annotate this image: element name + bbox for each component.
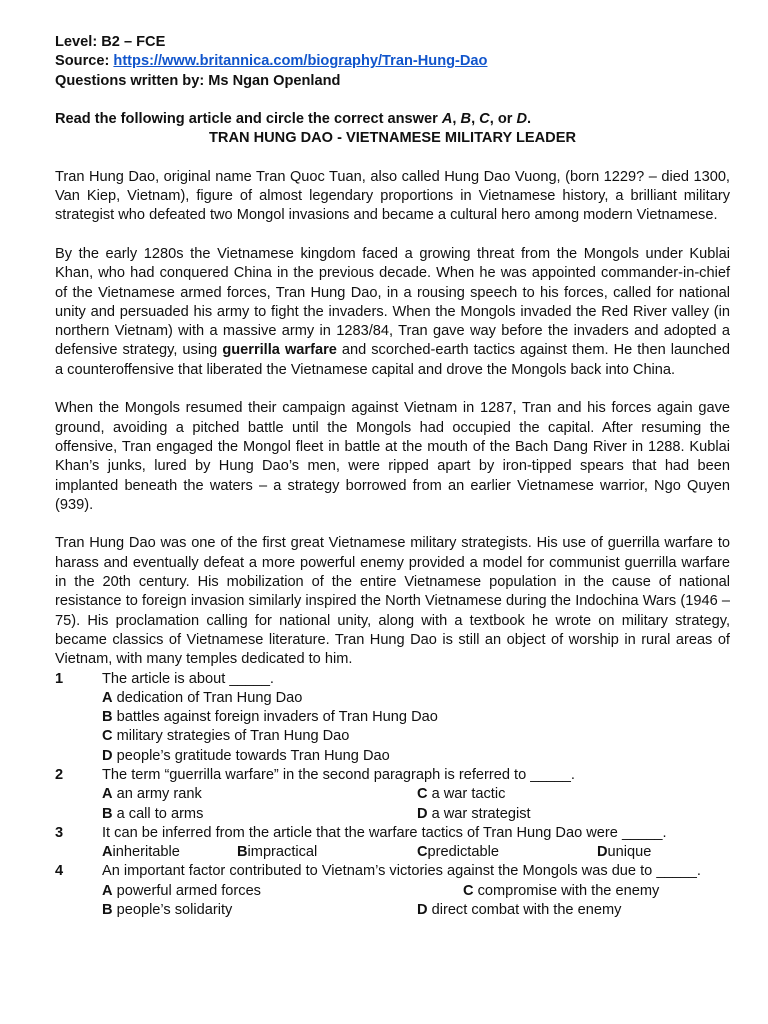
option-text: a war strategist xyxy=(427,805,531,822)
option-c[interactable] xyxy=(417,785,505,804)
instructions-sep: , xyxy=(471,110,480,127)
option-a[interactable] xyxy=(102,843,237,862)
level-value: B2 – FCE xyxy=(101,34,166,50)
option-text: people’s solidarity xyxy=(112,902,233,919)
option-letter: D xyxy=(417,902,428,919)
instructions-sep: , or xyxy=(489,110,517,127)
option-b[interactable] xyxy=(102,901,417,920)
option-letter: D xyxy=(102,747,113,764)
option-text: impractical xyxy=(247,844,318,861)
question-text: It can be inferred from the article that the warfare tactics of Tran Hung Dao were _____. xyxy=(102,824,667,841)
option-a[interactable] xyxy=(102,882,463,901)
option-text: dedication of Tran Hung Dao xyxy=(112,689,303,706)
option-letter: C xyxy=(102,728,113,745)
option-b[interactable] xyxy=(237,843,417,862)
option-letter: A xyxy=(102,786,113,803)
paragraph-2-text-end: and scorched-earth tactics against them. He then launched a counteroffensive that liberated the Vietnamese capital and drove the Mongols back into China. xyxy=(55,342,730,378)
worksheet-page xyxy=(55,33,730,920)
option-letter: B xyxy=(237,844,248,861)
option-letter: C xyxy=(463,882,474,899)
option-letter: D xyxy=(417,805,428,822)
option-letter: D xyxy=(597,844,608,861)
source-link[interactable]: https://www.britannica.com/biography/Tran-Hung-Dao xyxy=(113,53,488,70)
question-text: The article is about _____. xyxy=(102,670,274,687)
question-number: 2 xyxy=(55,766,64,783)
question-number: 1 xyxy=(55,670,64,687)
option-letter: C xyxy=(417,844,428,861)
question-4 xyxy=(55,862,730,920)
option-text: predictable xyxy=(427,844,499,861)
option-letter: C xyxy=(417,786,428,803)
level-label: Level: xyxy=(55,34,98,50)
option-text: unique xyxy=(607,844,652,861)
instructions-sep: , xyxy=(452,110,461,127)
option-text: people’s gratitude towards Tran Hung Dao xyxy=(112,747,390,764)
option-letter: A xyxy=(102,844,113,861)
instructions-letter-d: D xyxy=(516,110,528,127)
level-line xyxy=(55,33,730,52)
option-letter: A xyxy=(102,689,113,706)
question-text: An important factor contributed to Vietnam’s victories against the Mongols was due to _____. xyxy=(102,863,701,880)
article-paragraph-1: Tran Hung Dao, original name Tran Quoc Tuan, also called Hung Dao Vuong, (born 1229? – died 1300, Van Kiep, Vietnam), figure of almost legendary proportions in Vietnamese history, a brilliant military strategist who defeated two Mongol invasions and became a cultural hero among modern Vietnamese. xyxy=(55,168,730,224)
option-c[interactable] xyxy=(417,843,597,862)
option-text: direct combat with the enemy xyxy=(427,902,622,919)
instructions xyxy=(55,110,730,129)
instructions-letter-b: B xyxy=(460,110,472,127)
source-line xyxy=(55,52,730,71)
option-text: inheritable xyxy=(112,844,180,861)
instructions-letter-a: A xyxy=(441,110,453,127)
option-a[interactable] xyxy=(55,689,730,708)
option-a[interactable] xyxy=(102,785,417,804)
option-d[interactable] xyxy=(597,843,651,862)
option-d[interactable] xyxy=(417,805,531,824)
option-text: a call to arms xyxy=(112,805,204,822)
option-text: a war tactic xyxy=(427,786,506,803)
question-number: 3 xyxy=(55,824,64,841)
option-b[interactable] xyxy=(55,708,730,727)
option-letter: B xyxy=(102,709,113,726)
option-letter: B xyxy=(102,805,113,822)
option-text: battles against foreign invaders of Tran Hung Dao xyxy=(112,709,438,726)
option-text: powerful armed forces xyxy=(112,882,261,899)
author-value: Ms Ngan Openland xyxy=(208,72,341,89)
option-letter: A xyxy=(102,882,113,899)
question-text: The term “guerrilla warfare” in the second paragraph is referred to _____. xyxy=(102,766,575,783)
article-paragraph-4: Tran Hung Dao was one of the first great Vietnamese military strategists. His use of guerrilla warfare to harass and eventually defeat a more powerful enemy provided a model for communist guerrilla warfare in the 20th century. His mobilization of the entire Vietnamese population in the cause of national resistance to foreign invasion similarly inspired the North Vietnamese during the Indochina Wars (1946 – 75). His proclamation calling for national unity, along with a textbook he wrote on military strategy, became classics of Vietnamese literature. Tran Hung Dao is still an object of worship in rural areas of Vietnam, with many temples dedicated to him. xyxy=(55,535,730,668)
option-text: an army rank xyxy=(112,786,202,803)
option-b[interactable] xyxy=(102,805,417,824)
author-label: Questions written by: xyxy=(55,72,205,89)
option-text: compromise with the enemy xyxy=(473,882,660,899)
question-3 xyxy=(55,824,730,863)
article-title: TRAN HUNG DAO - VIETNAMESE MILITARY LEADER xyxy=(208,130,576,147)
instructions-letter-c: C xyxy=(479,110,490,127)
option-text: military strategies of Tran Hung Dao xyxy=(112,728,350,745)
instructions-sep: . xyxy=(527,110,532,127)
question-2 xyxy=(55,766,730,824)
question-1 xyxy=(55,670,730,766)
paragraph-2-text: By the early 1280s the Vietnamese kingdom faced a growing threat from the Mongols under Kublai Khan, who had conquered China in the previous decade. When he was appointed commander-in-chief of the Vietnamese armed forces, Tran Hung Dao, in a rousing speech to his forces, called for national unity and persuaded his army to fight the invaders. When the Mongols invaded the Red River valley (in northern Vietnam) with a massive army in 1283/84, Tran gave way before the invaders and adopted a defensive strategy, using xyxy=(55,245,730,359)
option-letter: B xyxy=(102,902,113,919)
option-c[interactable] xyxy=(463,882,659,901)
article-paragraph-2 xyxy=(55,245,730,380)
source-label: Source: xyxy=(55,53,110,70)
option-d[interactable] xyxy=(55,747,730,766)
question-number: 4 xyxy=(55,863,64,880)
instructions-text: Read the following article and circle the correct answer xyxy=(55,110,442,127)
option-c[interactable] xyxy=(55,727,730,746)
guerrilla-warfare-term: guerrilla warfare xyxy=(222,342,337,359)
option-d[interactable] xyxy=(417,901,621,920)
article-paragraph-3: When the Mongols resumed their campaign against Vietnam in 1287, Tran and his forces again gave ground, avoiding a pitched battle until the Mongols had occupied the capital. After resuming the offensive, Tran engaged the Mongol fleet in battle at the mouth of the Bach Dang River in 1288. Kublai Khan’s junks, lured by Hung Dao’s men, were ripped apart by iron-tipped spears that had been implanted beneath the waters – a strategy borrowed from an earlier Vietnamese warrior, Ngo Quyen (939). xyxy=(55,400,730,513)
author-line xyxy=(55,72,730,91)
